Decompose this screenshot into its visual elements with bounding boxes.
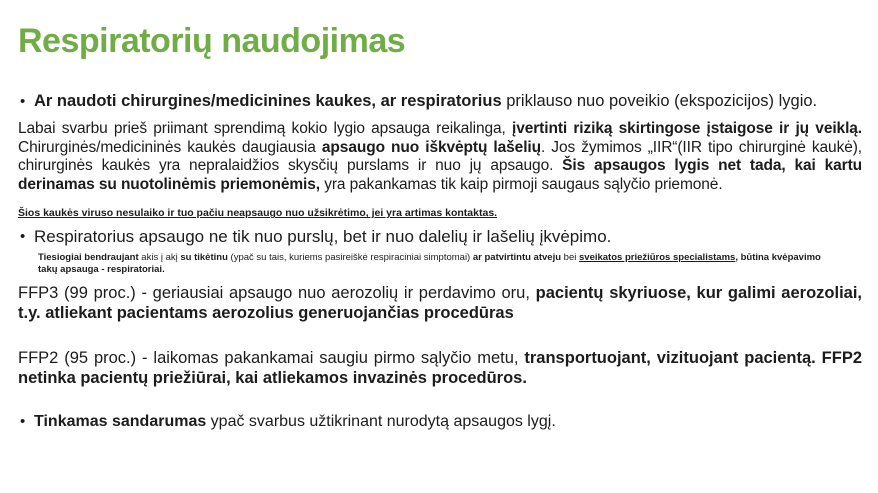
bullet-marker: •: [20, 92, 26, 110]
bullet-masks-vs-respirators: [18, 92, 862, 112]
bullet-marker: •: [20, 228, 26, 246]
ffp3-seg2: pacientų skyriuose, kur galimi aerozoliai, t.y. atliekant pacientams aerozolius generuojančias procedūras: [18, 283, 862, 322]
note-direct-seg6: bei: [561, 252, 579, 264]
note-direct-seg4: (ypač su tais, kuriems pasireiškė respiraciniai simptomai): [227, 252, 473, 264]
note-direct-seg2: akis į akį: [138, 252, 181, 264]
para-risk-seg3: Chirurginės/medicininės kaukės daugiausia: [18, 138, 322, 156]
para-risk-seg4: apsaugo nuo iškvėptų lašelių: [321, 138, 541, 156]
bullet3-regular-text: ypač svarbus užtikrinant nurodytą apsaugos lygį.: [206, 413, 556, 431]
note-direct-seg1: Tiesiogiai bendraujant: [38, 252, 139, 264]
bullet-seal-importance: [18, 412, 862, 432]
ffp2-seg2: transportuojant, vizituojant pacientą. FFP2 netinka pacientų priežiūrai, kai atliekamos invazinės procedūros.: [18, 348, 862, 387]
bullet-marker: •: [20, 413, 26, 431]
note-mask-limitations: Šios kaukės viruso nesulaiko ir tuo pačiu neapsaugo nuo užsikrėtimo, jei yra artimas kontaktas.: [18, 207, 498, 220]
ffp2-seg1: FFP2 (95 proc.) - laikomas pakankamai saugiu pirmo sąlyčio metu,: [18, 348, 525, 367]
para-risk-seg6: Šis apsaugos lygis net tada, kai kartu derinamas su nuotolinėmis priemonėmis,: [18, 157, 862, 193]
para-risk-seg5: . Jos žymimos „IIR“(IIR tipo chirurginė kaukė), chirurginės kaukės yra nepralaidžios skysčių purslams ir nuo jų apsaugo.: [18, 138, 863, 175]
note-direct-seg5: ar patvirtintu atveju: [472, 252, 562, 264]
bullet1-regular-text: priklauso nuo poveikio (ekspozicijos) lygio.: [501, 91, 818, 110]
bullet3-bold-text: Tinkamas sandarumas: [34, 413, 207, 431]
para-risk-seg2: įvertinti riziką skirtingose įstaigose ir jų veiklą.: [512, 120, 862, 137]
paragraph-ffp3: [18, 283, 862, 323]
bullet-respirator-protection: [18, 227, 862, 247]
note-direct-seg8: , būtina kvėpavimo takų apsauga - respiratoriai.: [38, 252, 821, 275]
note-direct-contact: [38, 252, 840, 275]
ffp3-seg1: FFP3 (99 proc.) - geriausiai apsaugo nuo aerozolių ir perdavimo oru,: [18, 283, 536, 302]
note-direct-seg7: sveikatos priežiūros specialistams: [579, 252, 736, 264]
paragraph-ffp2: [18, 348, 862, 388]
slide-title: Respiratorių naudojimas: [18, 22, 406, 60]
para-risk-seg1: Labai svarbu prieš priimant sprendimą kokio lygio apsauga reikalinga,: [18, 120, 512, 137]
para-risk-seg7: yra pakankamas tik kaip pirmoji saugaus sąlyčio priemonė.: [319, 175, 723, 193]
bullet1-bold-text: Ar naudoti chirurgines/medicinines kaukes, ar respiratorius: [34, 91, 502, 110]
paragraph-risk-assessment: [18, 120, 862, 194]
note-direct-seg3: su tikėtinu: [180, 252, 228, 264]
bullet-respirator-protection-text: Respiratorius apsaugo ne tik nuo purslų, bet ir nuo dalelių ir lašelių įkvėpimo.: [34, 227, 612, 247]
bullet-seal-importance-text: [34, 412, 862, 431]
bullet-masks-vs-respirators-text: [34, 92, 862, 111]
